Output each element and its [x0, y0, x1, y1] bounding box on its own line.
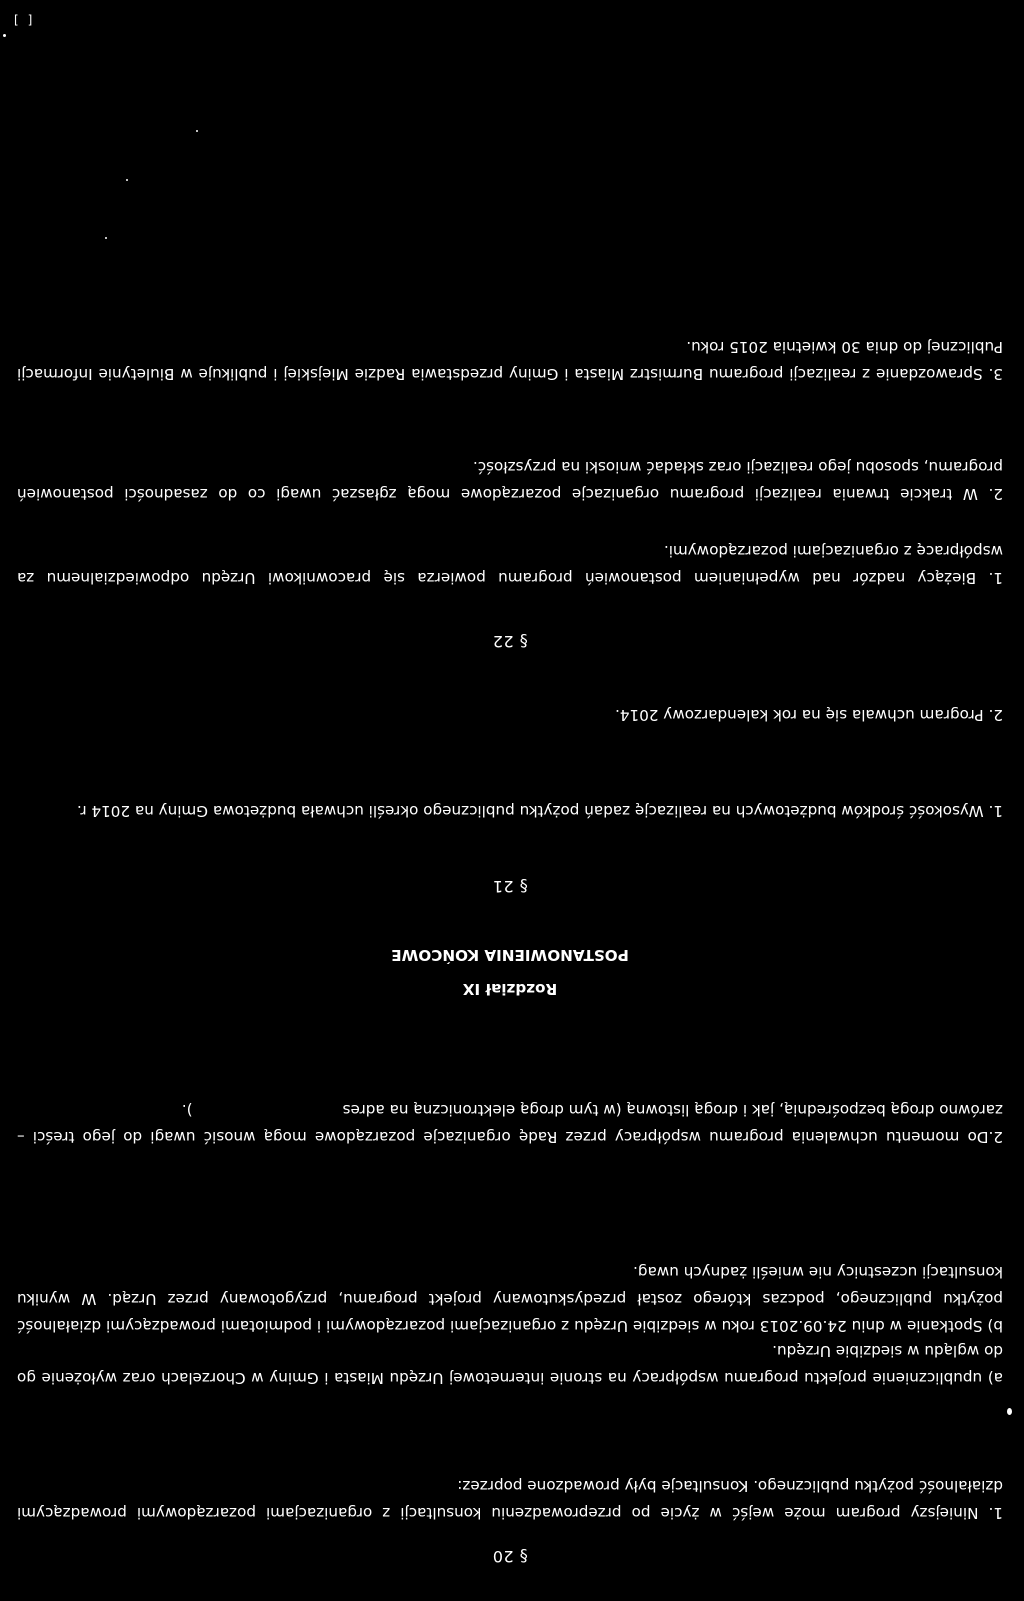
paragraph-20-a: a) upublicznienie projektu programu współpracy na stronie internetowej Urzędu Miasta i Gminy w Chorzelach oraz wyłożenie go do wglądu w siedzibie Urzędu. [17, 1342, 1003, 1387]
section-heading-21: § 21 [492, 877, 528, 896]
paragraph-22-1: 1. Bieżący nadzór nad wypełnianiem postanowień programu powierza się pracownikowi Urzędu odpowiedzialnemu za współpracę z organizacjami pozarządowymi. [17, 542, 1003, 587]
paragraph-21-2: 2. Program uchwala się na rok kalendarzowy 2014. [615, 706, 1003, 724]
paragraph-20-2-end: ). [181, 1101, 193, 1119]
scan-dot-mark [126, 179, 128, 181]
paragraph-20-1: 1. Niniejszy program może wejść w życie po przeprowadzeniu konsultacji z organizacjami pozarządowymi prowadzącymi działalność pożytku publicznego. Konsultacje były prowadzone poprzez: [17, 1477, 1003, 1522]
scan-dot-mark [1007, 1408, 1012, 1415]
paragraph-22-2: 2. W trakcie trwania realizacji programu organizacje pozarządowe mogą zgłaszać uwagi co do zasadności postanowień programu, sposobu jego realizacji oraz składać wnioski na przyszłość. [17, 458, 1003, 503]
section-heading-22: § 22 [492, 632, 528, 651]
scan-dot-mark [105, 237, 107, 239]
paragraph-22-3: 3. Sprawozdanie z realizacji programu Burmistrz Miasta i Gminy przedstawia Radzie Miejskiej i publikuje w Biuletynie Informacji Publicznej do dnia 30 kwietnia 2015 roku. [17, 338, 1003, 383]
scan-dot-mark [3, 34, 6, 37]
section-heading-20: § 20 [492, 1547, 528, 1566]
scan-dot-mark [196, 130, 198, 132]
chapter-subtitle: POSTANOWIENIA KOŃCOWE [391, 946, 629, 964]
corner-scan-mark: [ ] [12, 13, 34, 27]
chapter-title: Rozdział IX [462, 980, 558, 998]
paragraph-20-2-text: 2.Do momentu uchwalenia programu współpracy przez Radę organizacje pozarządowe mogą wnosić uwagi do jego treści – zarówno drogą bezpośrednią, jak i drogą listowną (w tym drogą elektroniczną na adres [17, 1101, 1003, 1146]
paragraph-20-b: b) Spotkanie w dniu 24.09.2013 roku w siedzibie Urzędu z organizacjami pozarządowymi i podmiotami prowadzącymi działalność pożytku publicznego, podczas którego został przedyskutowany projekt programu, przygotowany przez Urząd. W wyniku konsultacji uczestnicy nie wnieśli żadnych uwag. [17, 1263, 1003, 1335]
paragraph-21-1: 1. Wysokość środków budżetowych na realizację zadań pożytku publicznego określi uchwała budżetowa Gminy na 2014 r. [76, 802, 1003, 820]
paragraph-20-2 [17, 1096, 1003, 1150]
